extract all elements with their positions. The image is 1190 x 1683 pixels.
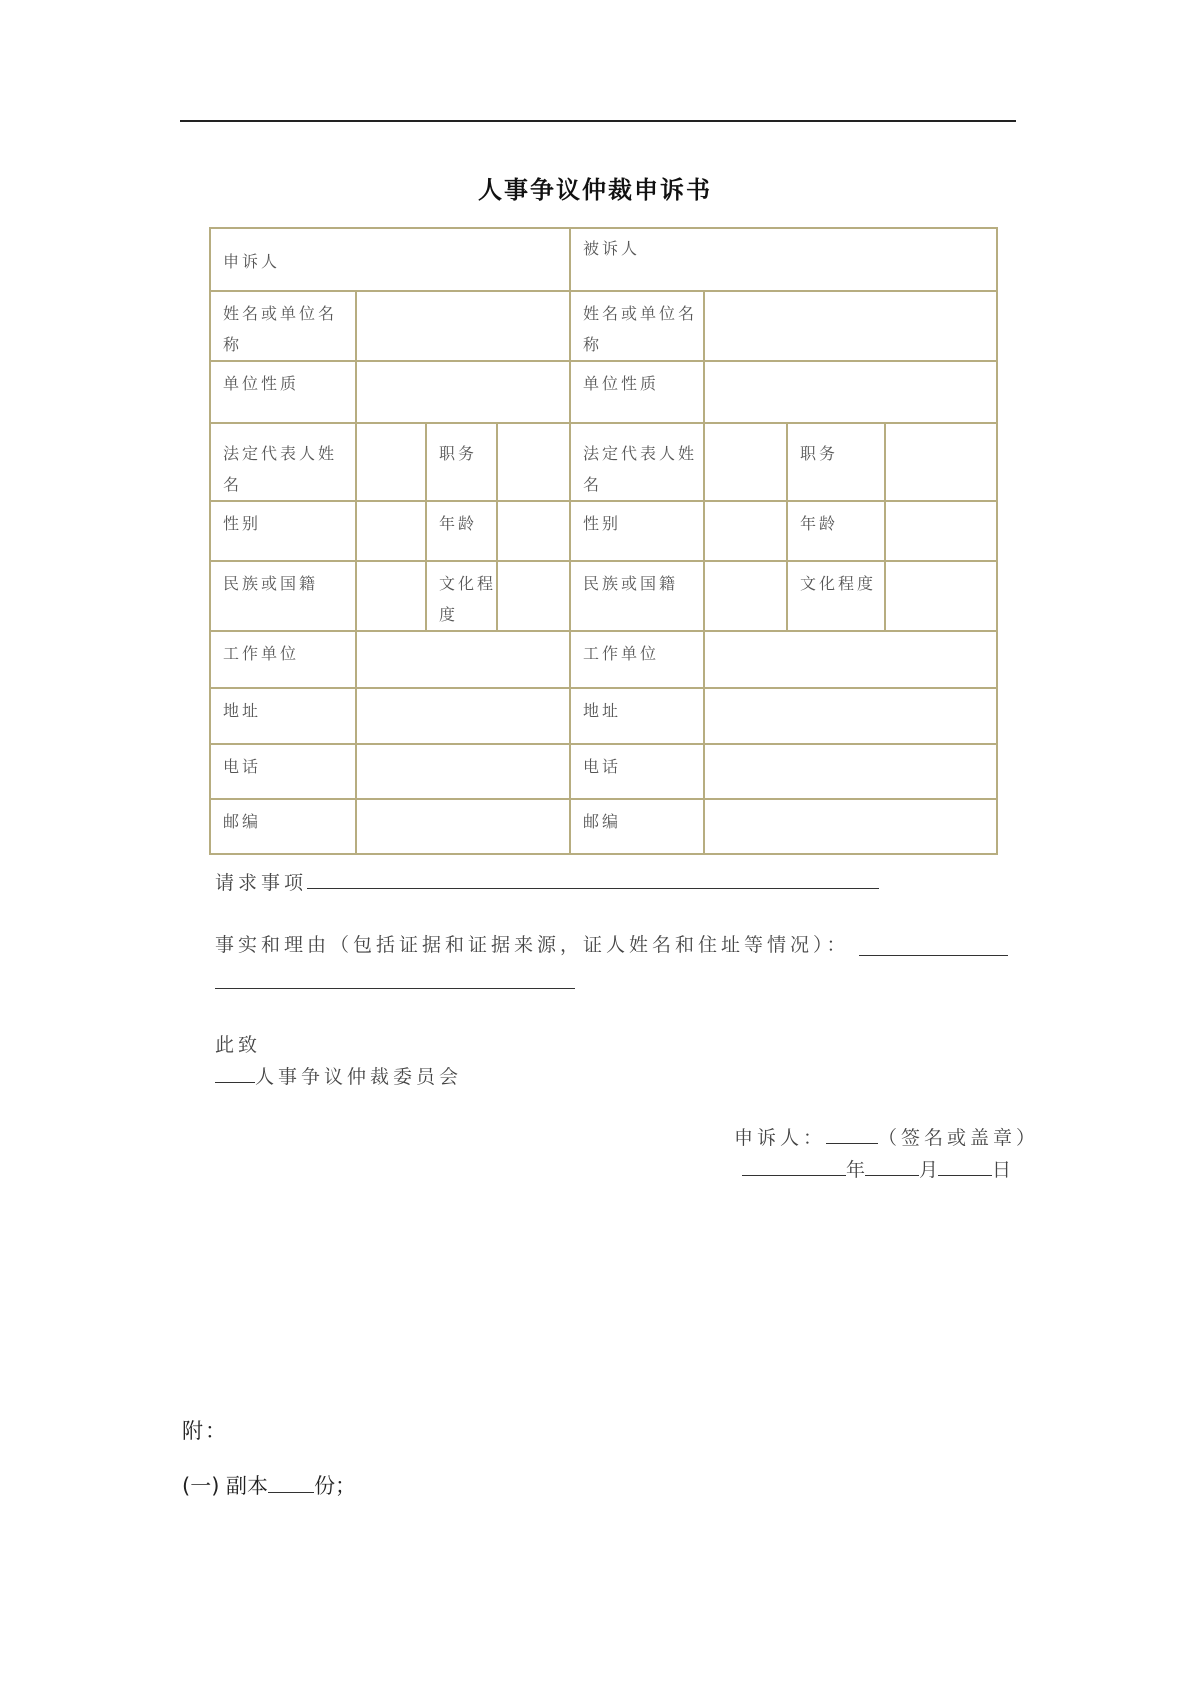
table-row — [210, 361, 997, 423]
respondent-legal-rep-label: 法定代表人姓名 — [570, 423, 704, 501]
copies-prefix: (一) 副本 — [182, 1474, 269, 1498]
appellant-name-label: 姓名或单位名称 — [210, 291, 356, 361]
copies-suffix: 份； — [314, 1474, 357, 1498]
respondent-gender-label: 性别 — [570, 501, 704, 561]
appellant-address-cell[interactable] — [356, 688, 570, 744]
signature-blank[interactable] — [826, 1143, 878, 1144]
appellant-phone-cell[interactable] — [356, 744, 570, 799]
appellant-ethnicity-label: 民族或国籍 — [210, 561, 356, 631]
appellant-education-cell[interactable] — [497, 561, 570, 631]
month-blank[interactable] — [865, 1175, 919, 1176]
respondent-legal-rep-cell[interactable] — [704, 423, 787, 501]
respondent-workplace-label: 工作单位 — [570, 631, 704, 688]
committee-line — [215, 1062, 462, 1089]
appellant-name-cell[interactable] — [356, 291, 570, 361]
appellant-postcode-label: 邮编 — [210, 799, 356, 854]
day-label: 日 — [992, 1159, 1012, 1181]
appellant-age-cell[interactable] — [497, 501, 570, 561]
table-row — [210, 744, 997, 799]
respondent-age-label: 年龄 — [787, 501, 885, 561]
year-blank[interactable] — [742, 1175, 846, 1176]
month-label: 月 — [919, 1159, 939, 1181]
request-line — [215, 868, 879, 895]
copies-blank[interactable] — [268, 1492, 314, 1493]
appellant-education-label: 文化程度 — [426, 561, 497, 631]
signature-label: 申诉人： — [734, 1127, 827, 1149]
table-row — [210, 228, 997, 291]
appellant-address-label: 地址 — [210, 688, 356, 744]
table-row — [210, 291, 997, 361]
respondent-header: 被诉人 — [570, 228, 997, 291]
day-blank[interactable] — [938, 1175, 992, 1176]
respondent-position-label: 职务 — [787, 423, 885, 501]
respondent-address-label: 地址 — [570, 688, 704, 744]
respondent-name-label: 姓名或单位名称 — [570, 291, 704, 361]
respondent-ethnicity-cell[interactable] — [704, 561, 787, 631]
appellant-unit-nature-label: 单位性质 — [210, 361, 356, 423]
respondent-phone-label: 电话 — [570, 744, 704, 799]
committee-name: 人事争议仲裁委员会 — [255, 1066, 463, 1088]
facts-label: 事实和理由（包括证据和证据来源，证人姓名和住址等情况）： — [215, 934, 850, 956]
appellant-legal-rep-cell[interactable] — [356, 423, 426, 501]
facts-blank-1[interactable] — [859, 955, 1008, 956]
table-row — [210, 423, 997, 501]
respondent-age-cell[interactable] — [885, 501, 997, 561]
copies-line — [182, 1470, 356, 1500]
request-blank[interactable] — [307, 888, 879, 889]
appellant-legal-rep-label: 法定代表人姓名 — [210, 423, 356, 501]
appellant-phone-label: 电话 — [210, 744, 356, 799]
respondent-education-cell[interactable] — [885, 561, 997, 631]
year-label: 年 — [846, 1159, 866, 1181]
salutation: 此致 — [215, 1034, 262, 1056]
respondent-gender-cell[interactable] — [704, 501, 787, 561]
top-rule — [180, 120, 1016, 122]
table-row — [210, 561, 997, 631]
appellant-workplace-label: 工作单位 — [210, 631, 356, 688]
respondent-address-cell[interactable] — [704, 688, 997, 744]
committee-blank[interactable] — [215, 1082, 255, 1083]
appellant-header: 申诉人 — [210, 228, 570, 291]
respondent-unit-nature-cell[interactable] — [704, 361, 997, 423]
table-row — [210, 799, 997, 854]
signature-note: （签名或盖章） — [878, 1127, 1040, 1149]
page-title: 人事争议仲裁申诉书 — [478, 175, 712, 204]
appellant-postcode-cell[interactable] — [356, 799, 570, 854]
respondent-workplace-cell[interactable] — [704, 631, 997, 688]
appellant-gender-label: 性别 — [210, 501, 356, 561]
date-line — [742, 1155, 1011, 1182]
respondent-unit-nature-label: 单位性质 — [570, 361, 704, 423]
respondent-position-cell[interactable] — [885, 423, 997, 501]
respondent-name-cell[interactable] — [704, 291, 997, 361]
respondent-education-label: 文化程度 — [787, 561, 885, 631]
appellant-gender-cell[interactable] — [356, 501, 426, 561]
appellant-age-label: 年龄 — [426, 501, 497, 561]
facts-blank-2[interactable] — [215, 988, 575, 989]
respondent-ethnicity-label: 民族或国籍 — [570, 561, 704, 631]
attachment-label: 附： — [182, 1419, 228, 1443]
respondent-postcode-label: 邮编 — [570, 799, 704, 854]
appellant-position-label: 职务 — [426, 423, 497, 501]
table-row — [210, 501, 997, 561]
request-label: 请求事项 — [215, 872, 308, 894]
signature-line — [734, 1123, 1039, 1150]
appeal-info-table — [209, 227, 998, 855]
appellant-unit-nature-cell[interactable] — [356, 361, 570, 423]
appellant-workplace-cell[interactable] — [356, 631, 570, 688]
appellant-ethnicity-cell[interactable] — [356, 561, 426, 631]
respondent-phone-cell[interactable] — [704, 744, 997, 799]
table-row — [210, 631, 997, 688]
table-row — [210, 688, 997, 744]
appellant-position-cell[interactable] — [497, 423, 570, 501]
respondent-postcode-cell[interactable] — [704, 799, 997, 854]
